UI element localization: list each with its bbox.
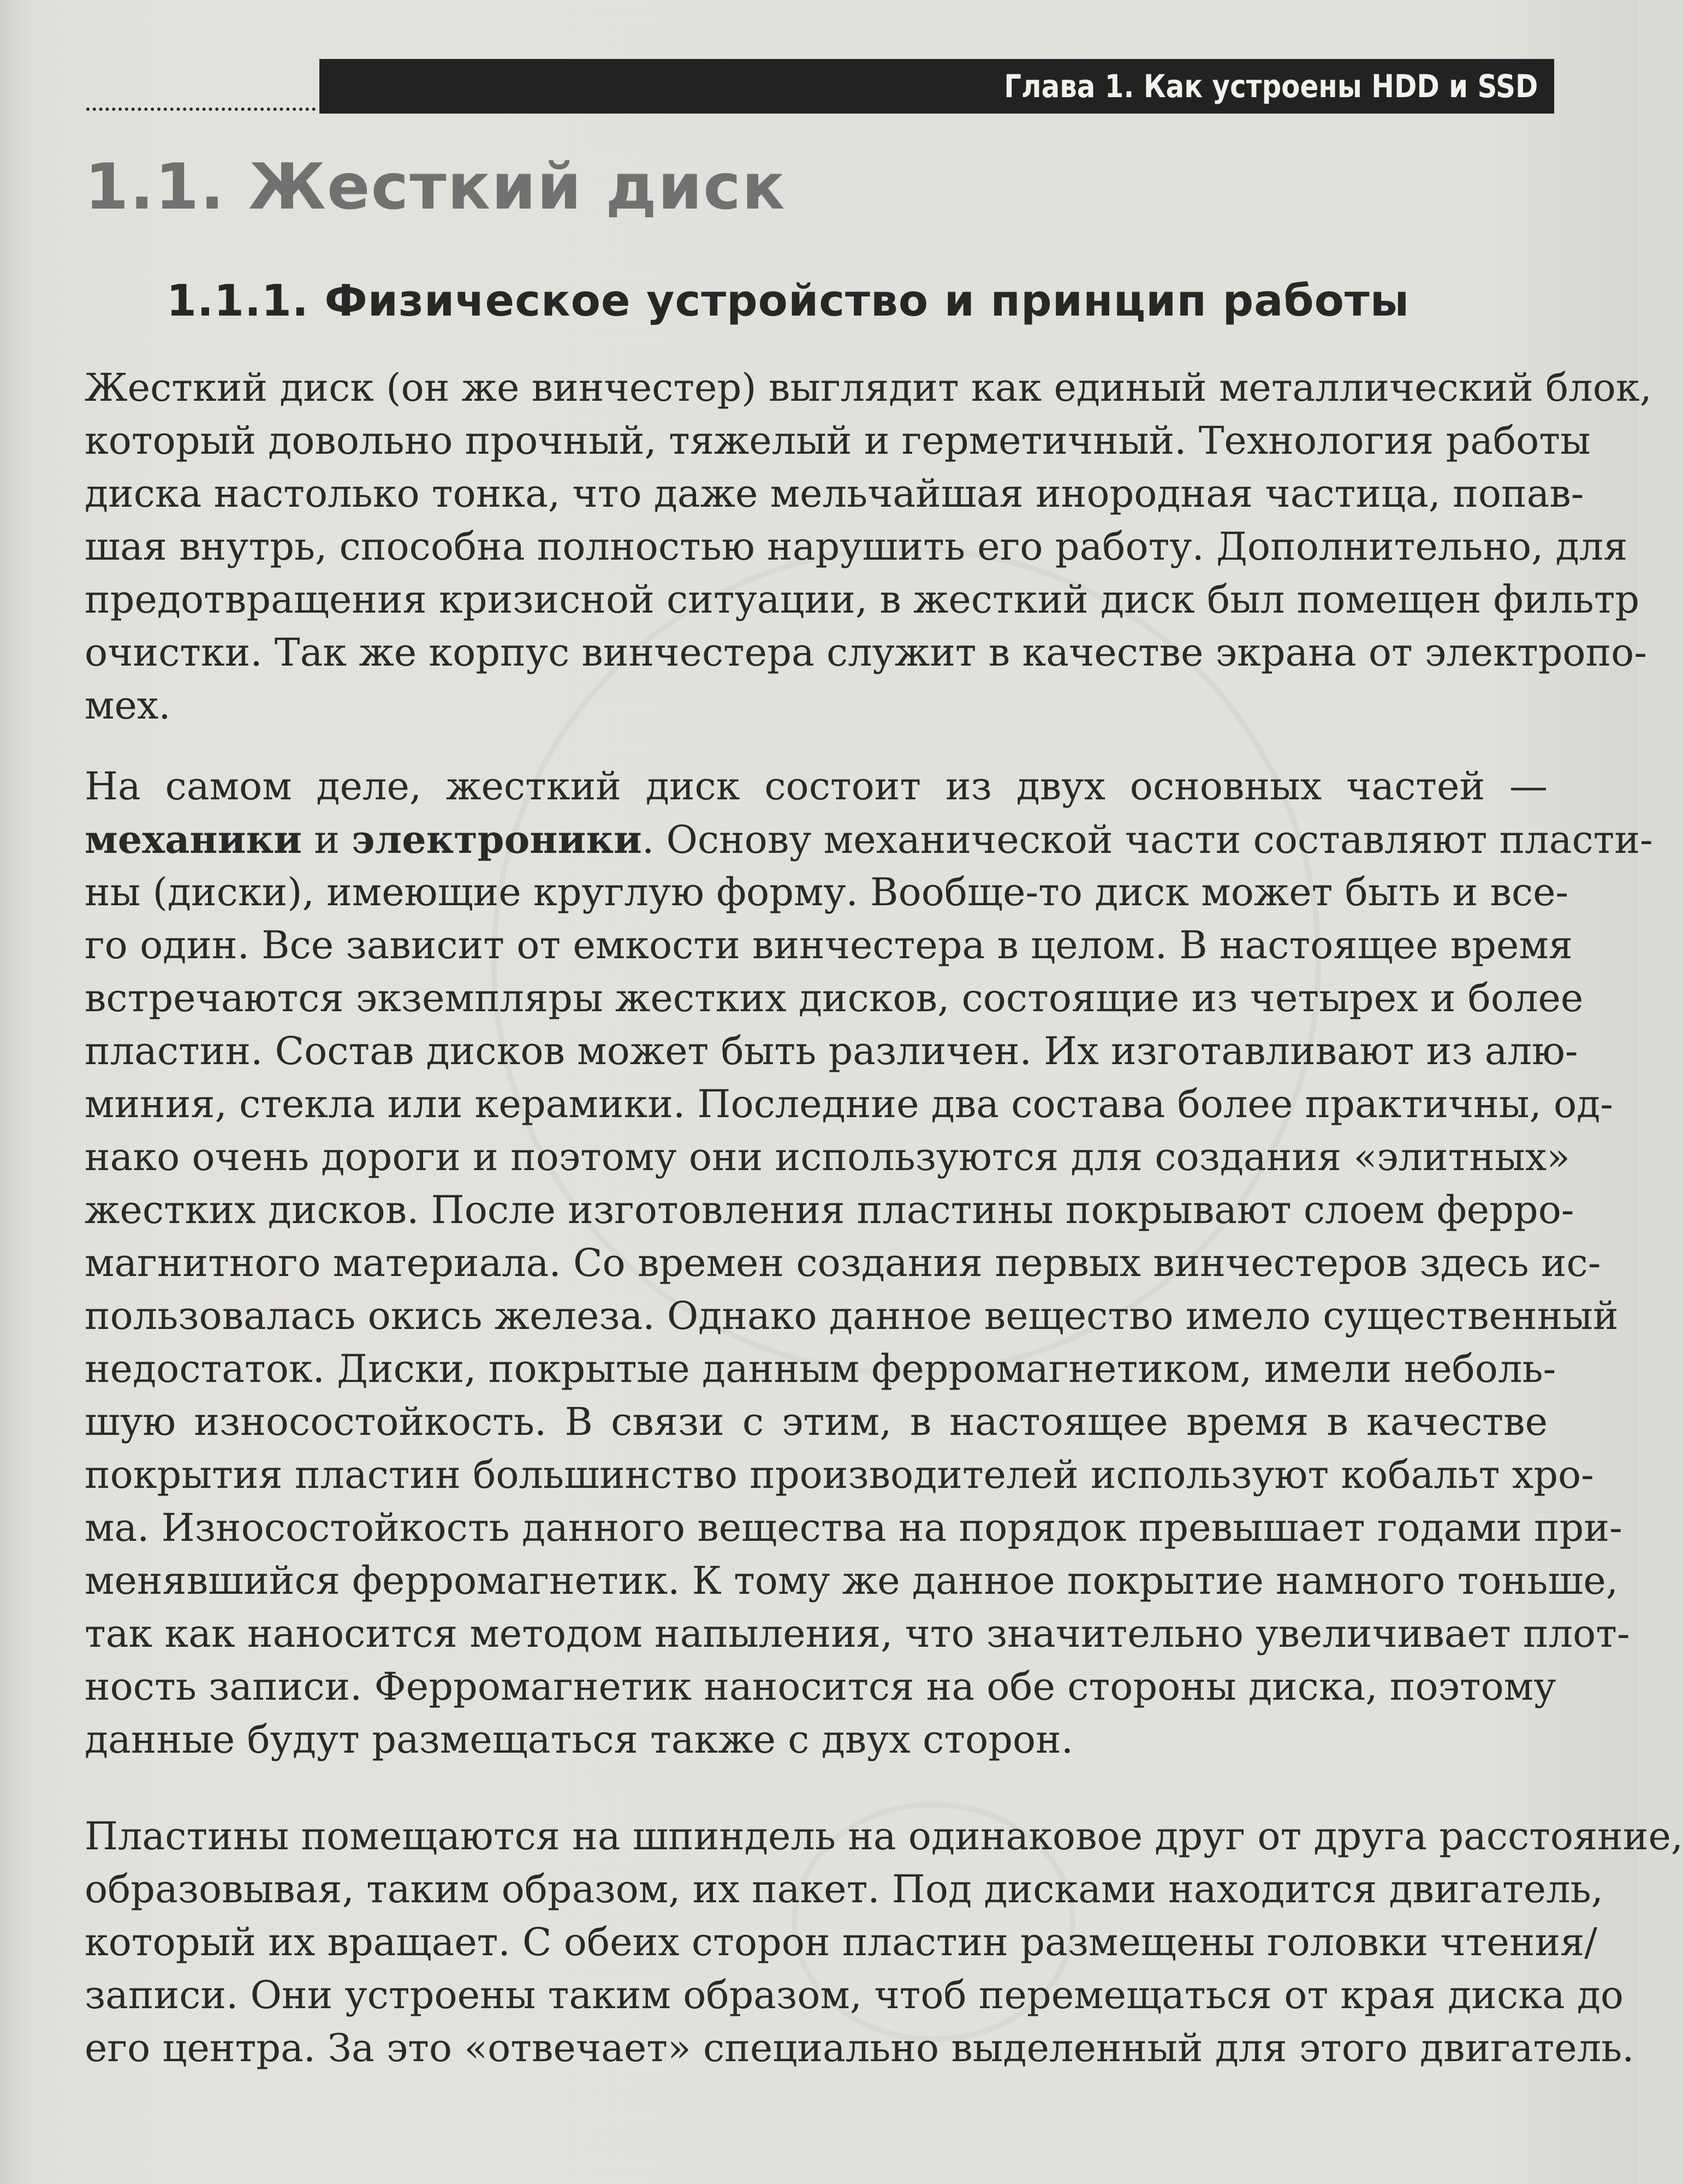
text-line: покрытия пластин большинство производителей используют кобальт хро- — [85, 1452, 1594, 1497]
section-heading: 1.1. Жесткий диск — [85, 150, 786, 224]
text-line: который довольно прочный, тяжелый и герметичный. Технология работы — [85, 418, 1591, 463]
text-line: На самом деле, жесткий диск состоит из двух основных частей — — [85, 764, 1548, 809]
text-line: записи. Они устроены таким образом, чтоб перемещаться от края диска до — [85, 1973, 1624, 2017]
text-line: ма. Износостойкость данного вещества на порядок превышает годами при- — [85, 1505, 1622, 1550]
text-line-with-bold-terms — [85, 813, 1653, 866]
text-fragment: . Основу механической части составляют пласти- — [641, 817, 1653, 862]
text-line: ность записи. Ферромагнетик наносится на обе стороны диска, поэтому — [85, 1664, 1556, 1709]
subsection-heading: 1.1.1. Физическое устройство и принцип работы — [166, 276, 1410, 326]
text-line: го один. Все зависит от емкости винчестера в целом. В настоящее время — [85, 923, 1573, 968]
text-line: данные будут размещаться также с двух сторон. — [85, 1717, 1074, 1762]
text-line: миния, стекла или керамики. Последние два состава более практичны, од- — [85, 1082, 1613, 1126]
text-line: пластин. Состав дисков может быть различен. Их изготавливают из алю- — [85, 1029, 1578, 1073]
bold-term-electronics: электроники — [352, 817, 642, 862]
text-line: так как наносится методом напыления, что значительно увеличивает плот- — [85, 1611, 1630, 1656]
text-line: образовывая, таким образом, их пакет. Под дисками находится двигатель, — [85, 1867, 1603, 1912]
paragraph-1 — [85, 361, 1652, 732]
text-line: мех. — [85, 683, 171, 728]
text-line: диска настолько тонка, что даже мельчайшая инородная частица, попав- — [85, 471, 1584, 516]
text-line: Пластины помещаются на шпиндель на одинаковое друг от друга расстояние, — [85, 1814, 1683, 1859]
text-line: недостаток. Диски, покрытые данным ферромагнетиком, имели неболь- — [85, 1346, 1556, 1391]
text-line: нако очень дороги и поэтому они используются для создания «элитных» — [85, 1135, 1571, 1179]
text-line: шая внутрь, способна полностью нарушить его работу. Дополнительно, для — [85, 524, 1628, 569]
text-line: Жесткий диск (он же винчестер) выглядит как единый металлический блок, — [85, 365, 1652, 410]
paragraph-3 — [85, 1810, 1683, 2075]
running-head: Глава 1. Как устроены HDD и SSD — [1003, 68, 1538, 105]
text-line: менявшийся ферромагнетик. К тому же данное покрытие намного тоньше, — [85, 1558, 1619, 1603]
running-head-dotted-rule — [86, 108, 316, 111]
running-head-bar — [319, 59, 1554, 114]
text-line: магнитного материала. Со времен создания первых винчестеров здесь ис- — [85, 1241, 1601, 1285]
text-line: пользовалась окись железа. Однако данное вещество имело существенный — [85, 1293, 1619, 1338]
text-line: ны (диски), имеющие круглую форму. Вообще-то диск может быть и все- — [85, 870, 1569, 915]
text-line: очистки. Так же корпус винчестера служит в качестве экрана от электропо- — [85, 630, 1647, 675]
text-line: жестких дисков. После изготовления пластины покрывают слоем ферро- — [85, 1188, 1574, 1232]
text-line: предотвращения кризисной ситуации, в жесткий диск был помещен фильтр — [85, 577, 1640, 622]
text-line: шую износостойкость. В связи с этим, в настоящее время в качестве — [85, 1399, 1548, 1444]
bold-term-mechanics: механики — [85, 817, 302, 862]
text-line: который их вращает. С обеих сторон пластин размещены головки чтения/ — [85, 1920, 1597, 1965]
text-fragment: и — [302, 817, 352, 862]
text-line: встречаются экземпляры жестких дисков, состоящие из четырех и более — [85, 976, 1584, 1020]
text-line: его центра. За это «отвечает» специально выделенный для этого двигатель. — [85, 2026, 1634, 2070]
paragraph-2 — [85, 760, 1653, 1766]
